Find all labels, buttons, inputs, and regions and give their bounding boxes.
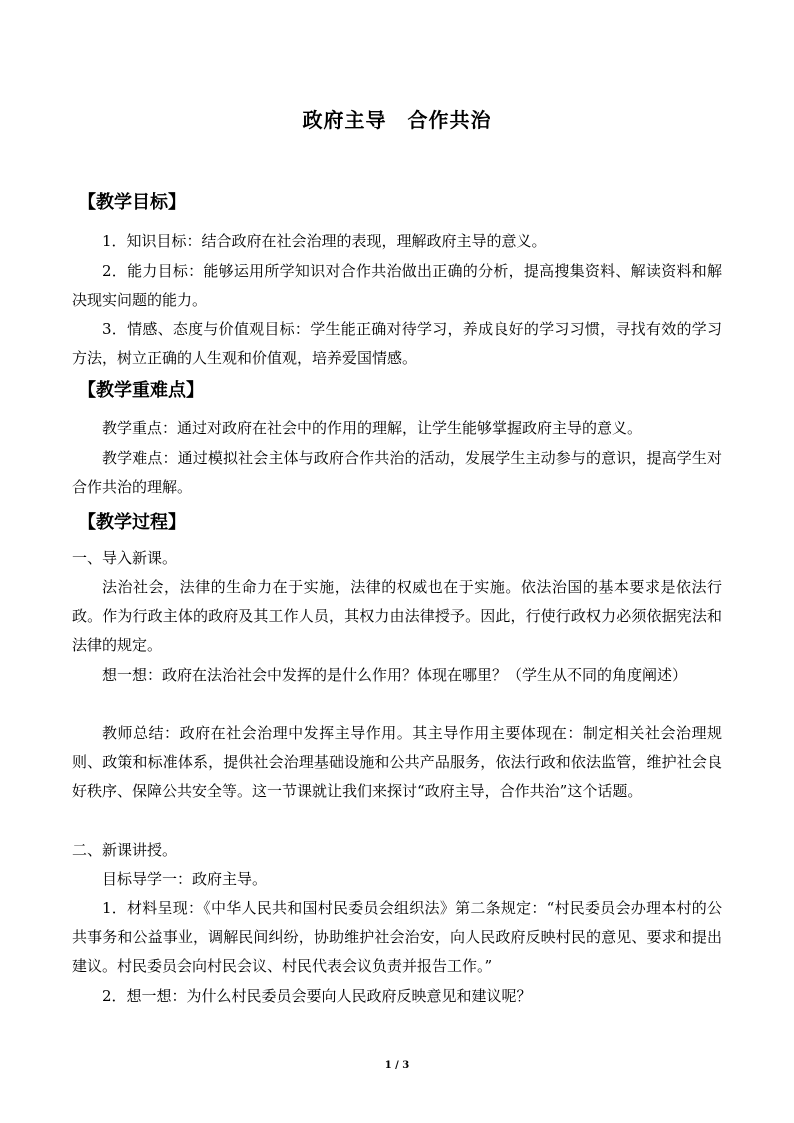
step2-heading: 二、新课讲授。 (72, 841, 178, 859)
goal-guide-1: 目标导学一：政府主导。 (102, 870, 268, 888)
material-item: 1．材料呈现：《中华人民共和国村民委员会组织法》第二条规定：“村民委员会办理本村的公共事务和公益事业，调解民间纠纷，协助维护社会治安，向人民政府反映村民的意见、要求和提出建议。村民委员会向村民会议、村民代表会议负责并报告工作。” (72, 899, 722, 975)
section-heading-keypoints: 【教学重难点】 (78, 380, 204, 401)
keypoint-difficulty: 教学难点：通过模拟社会主体与政府合作共治的活动，发展学生主动参与的意识，提高学生对合作共治的理解。 (72, 449, 722, 496)
step1-heading: 一、导入新课。 (72, 549, 178, 567)
step1-summary: 教师总结：政府在社会治理中发挥主导作用。其主导作用主要体现在：制定相关社会治理规则、政策和标准体系，提供社会治理基础设施和公共产品服务，依法行政和依法监管，维护社会良好秩序、保障公共安全等。这一节课就让我们来探讨“政府主导，合作共治”这个话题。 (72, 724, 722, 800)
section-heading-goals: 【教学目标】 (78, 192, 186, 213)
keypoint-focus: 教学重点：通过对政府在社会中的作用的理解，让学生能够掌握政府主导的意义。 (102, 419, 643, 437)
goal-item-3: 3．情感、态度与价值观目标：学生能正确对待学习，养成良好的学习习惯，寻找有效的学习方法，树立正确的人生观和价值观，培养爱国情感。 (72, 320, 722, 367)
document-title: 政府主导 合作共治 (302, 108, 492, 132)
section-heading-process: 【教学过程】 (78, 512, 186, 533)
step1-think: 想一想：政府在法治社会中发挥的是什么作用？体现在哪里？（学生从不同的角度阐述） (102, 666, 688, 684)
step1-paragraph: 法治社会，法律的生命力在于实施，法律的权威也在于实施。依法治国的基本要求是依法行政。作为行政主体的政府及其工作人员，其权力由法律授予。因此，行使行政权力必须依据宪法和法律的规定。 (72, 578, 722, 654)
page-number: 1 / 3 (384, 1060, 410, 1071)
think-item-2: 2．想一想：为什么村民委员会要向人民政府反映意见和建议呢？ (102, 987, 532, 1005)
goal-item-1: 1．知识目标：结合政府在社会治理的表现，理解政府主导的意义。 (102, 232, 547, 250)
goal-item-2: 2．能力目标：能够运用所学知识对合作共治做出正确的分析，提高搜集资料、解读资料和解决现实问题的能力。 (72, 262, 722, 309)
